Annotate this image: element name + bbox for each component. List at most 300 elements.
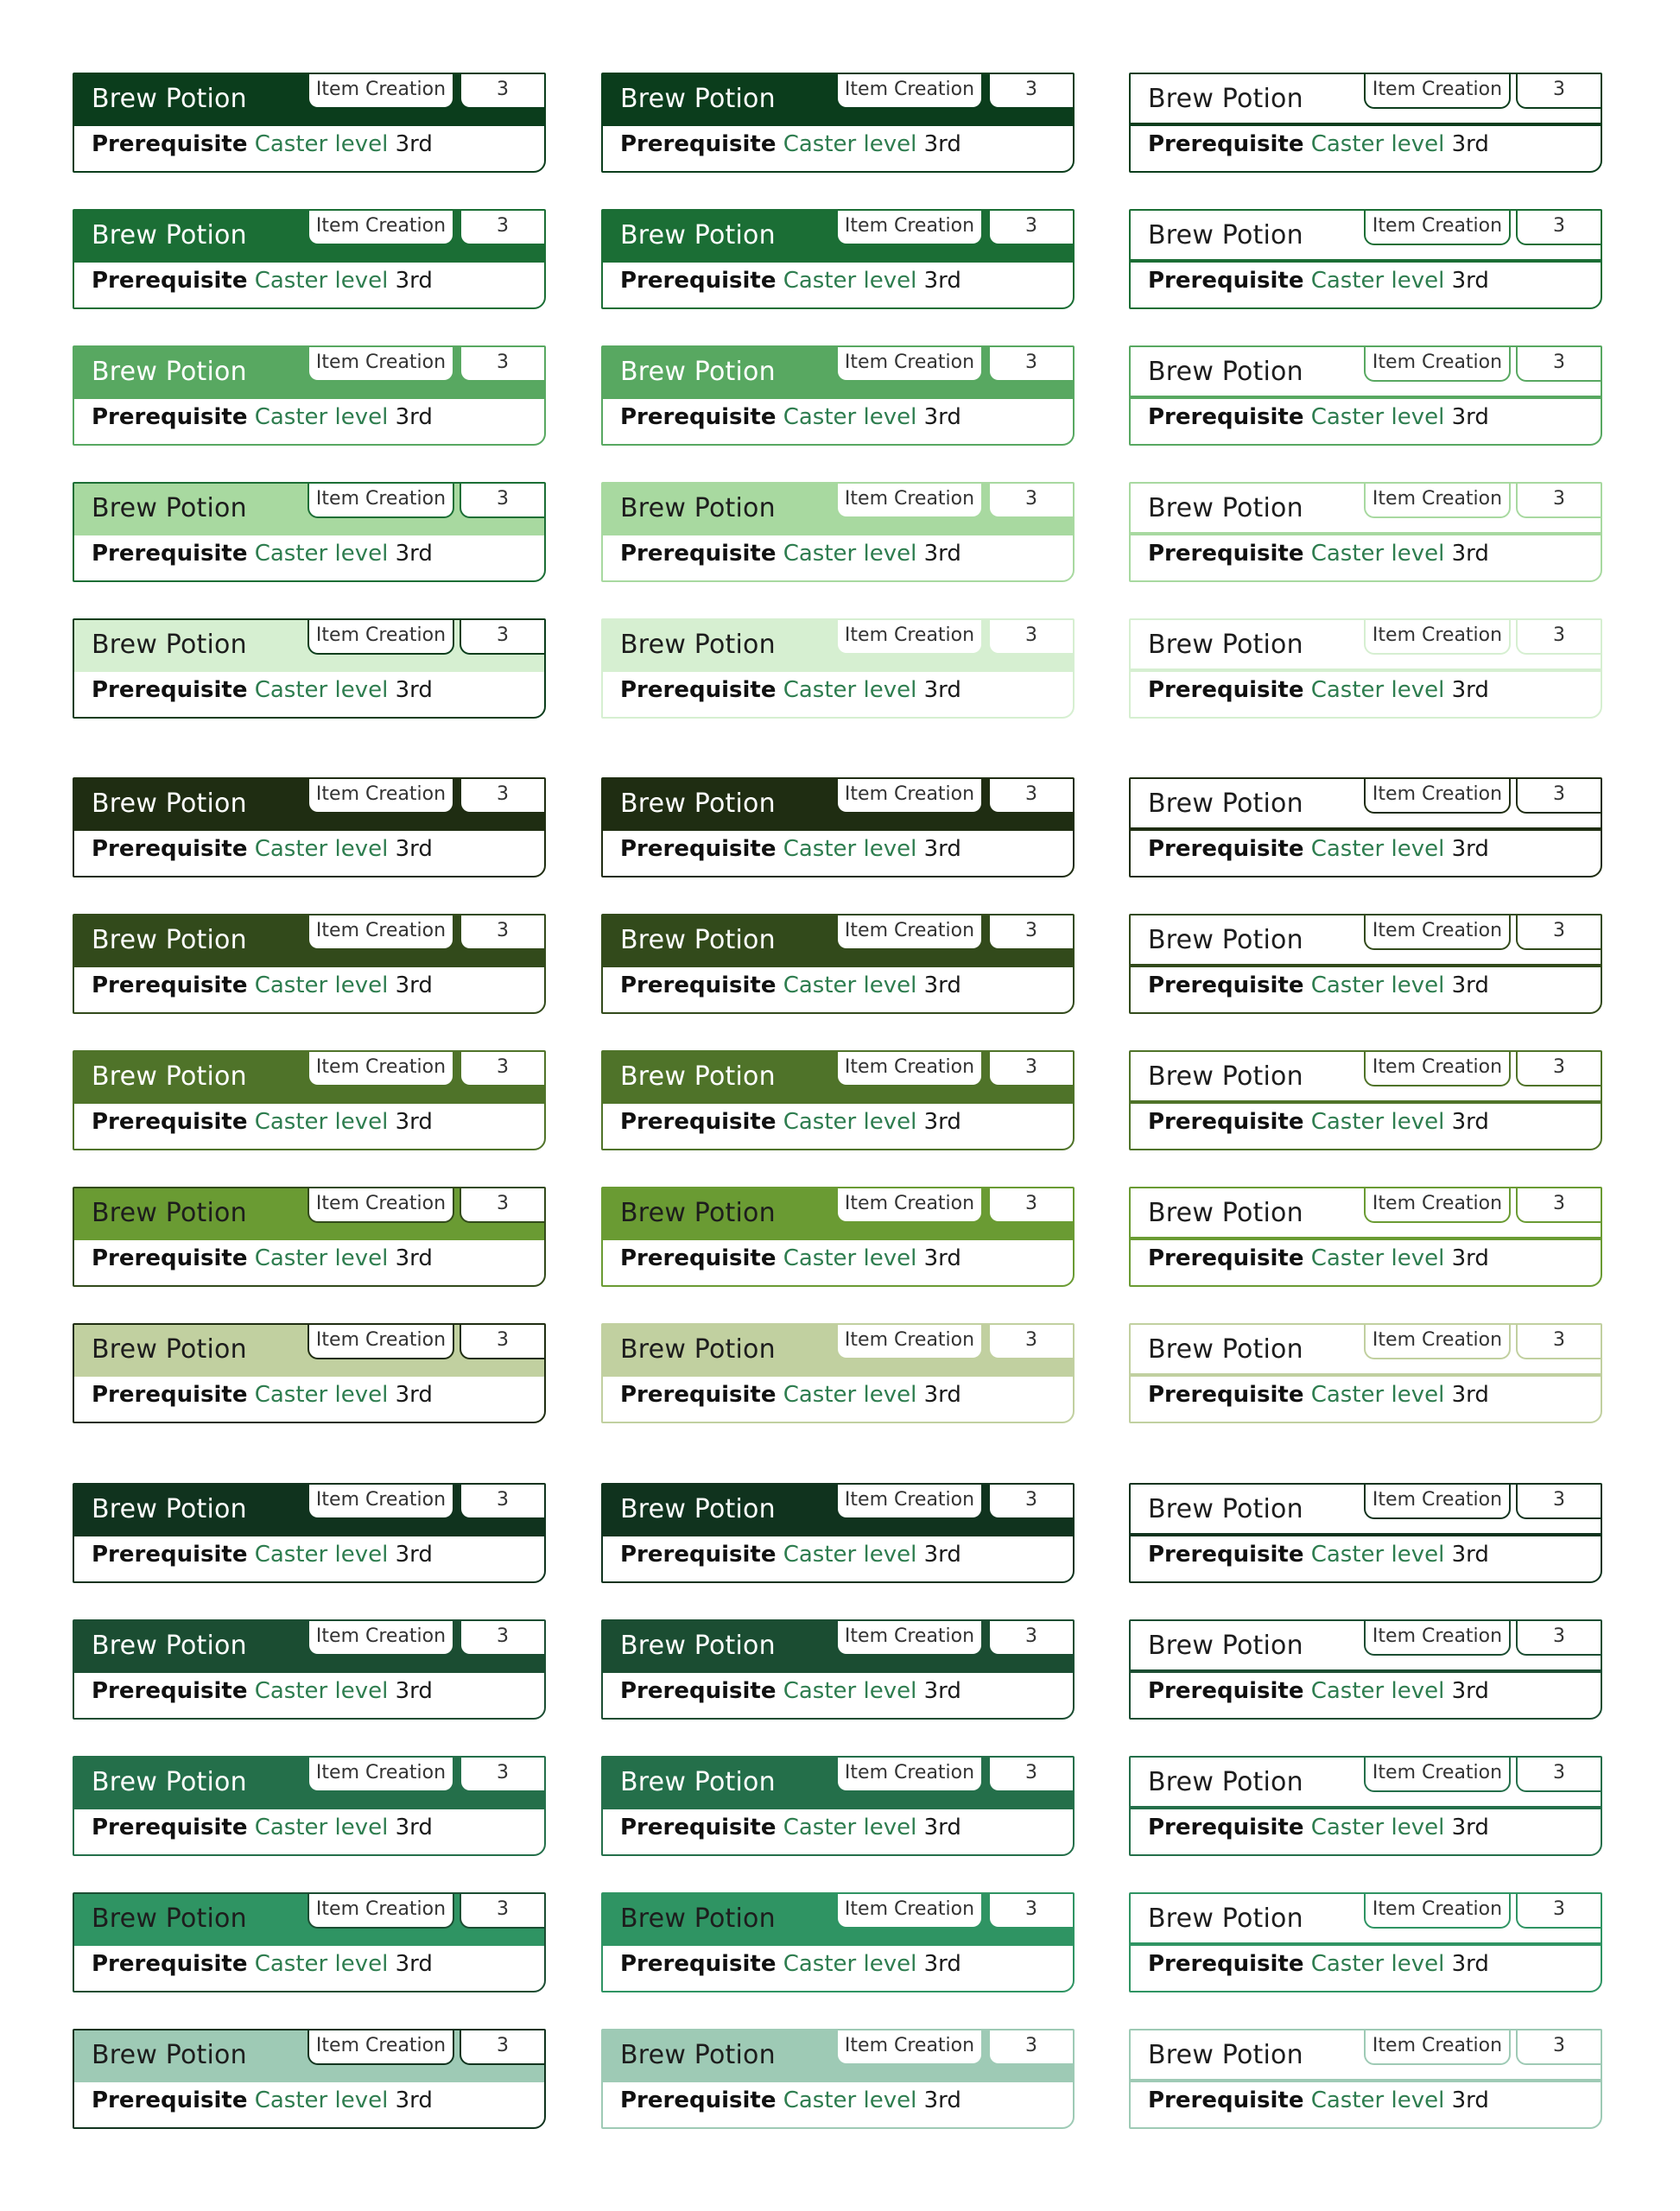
prerequisite-label: Prerequisite [620, 1245, 777, 1271]
card-header [603, 1325, 1073, 1377]
card-header [1131, 484, 1601, 535]
feat-name: Brew Potion [620, 925, 776, 955]
prerequisite-label: Prerequisite [620, 1109, 777, 1135]
feat-name: Brew Potion [92, 1334, 247, 1365]
level-tab: 3 [1516, 211, 1601, 245]
level-tab: 3 [1516, 1052, 1601, 1086]
feat-card [73, 1323, 546, 1423]
level-tab: 3 [460, 1052, 544, 1086]
prerequisite-level: 3rd [923, 1109, 961, 1135]
prerequisite-label: Prerequisite [92, 2087, 248, 2113]
level-tab: 3 [988, 2030, 1073, 2065]
feat-name: Brew Potion [620, 1061, 776, 1092]
feat-card [1129, 345, 1602, 446]
category-tab: Item Creation [1364, 1621, 1511, 1656]
prerequisite-value: Caster level [1310, 1382, 1445, 1408]
feat-name: Brew Potion [1148, 1767, 1303, 1797]
category-tab: Item Creation [1364, 2030, 1511, 2065]
card-header [603, 347, 1073, 399]
category-tab: Item Creation [836, 1325, 983, 1359]
prerequisite-label: Prerequisite [620, 131, 777, 157]
feat-card [601, 2029, 1075, 2129]
prerequisite-level: 3rd [923, 1542, 961, 1568]
feat-card [601, 1323, 1075, 1423]
prerequisite-label: Prerequisite [1148, 268, 1304, 294]
category-tab: Item Creation [307, 2030, 454, 2065]
prerequisite-label: Prerequisite [92, 1382, 248, 1408]
prerequisite-label: Prerequisite [92, 1542, 248, 1568]
level-tab: 3 [988, 1485, 1073, 1519]
feat-name: Brew Potion [620, 1767, 776, 1797]
feat-card [1129, 1619, 1602, 1720]
feat-name: Brew Potion [620, 1334, 776, 1365]
category-tab: Item Creation [1364, 211, 1511, 245]
level-tab: 3 [460, 2030, 544, 2065]
feat-name: Brew Potion [620, 357, 776, 387]
level-tab: 3 [1516, 915, 1601, 950]
prerequisite-line [92, 675, 433, 705]
prerequisite-value: Caster level [783, 836, 917, 862]
feat-card [601, 1756, 1075, 1856]
feat-card [601, 209, 1075, 309]
prerequisite-value: Caster level [783, 1542, 917, 1568]
prerequisite-label: Prerequisite [620, 404, 777, 430]
prerequisite-line [1148, 539, 1489, 568]
prerequisite-line [620, 539, 961, 568]
prerequisite-line [1148, 1380, 1489, 1410]
prerequisite-label: Prerequisite [620, 1678, 777, 1704]
prerequisite-label: Prerequisite [92, 1109, 248, 1135]
prerequisite-line [620, 1676, 961, 1706]
prerequisite-value: Caster level [783, 677, 917, 703]
category-tab: Item Creation [836, 1894, 983, 1929]
level-tab: 3 [988, 620, 1073, 655]
prerequisite-line [92, 539, 433, 568]
feat-name: Brew Potion [92, 84, 247, 114]
prerequisite-level: 3rd [1451, 1245, 1489, 1271]
prerequisite-level: 3rd [1451, 541, 1489, 567]
prerequisite-value: Caster level [1310, 1109, 1445, 1135]
card-header [1131, 2030, 1601, 2082]
category-tab: Item Creation [836, 1052, 983, 1086]
category-tab: Item Creation [836, 484, 983, 518]
feat-card [73, 1187, 546, 1287]
level-tab: 3 [988, 779, 1073, 814]
feat-card [73, 618, 546, 719]
prerequisite-value: Caster level [1310, 131, 1445, 157]
prerequisite-line [1148, 1813, 1489, 1842]
prerequisite-level: 3rd [395, 1678, 433, 1704]
prerequisite-level: 3rd [395, 131, 433, 157]
feat-name: Brew Potion [1148, 925, 1303, 955]
category-tab: Item Creation [836, 620, 983, 655]
level-tab: 3 [460, 1894, 544, 1929]
level-tab: 3 [460, 211, 544, 245]
prerequisite-level: 3rd [1451, 1951, 1489, 1977]
card-header [603, 1758, 1073, 1809]
prerequisite-label: Prerequisite [1148, 1245, 1304, 1271]
feat-name: Brew Potion [620, 220, 776, 250]
prerequisite-label: Prerequisite [92, 1815, 248, 1840]
prerequisite-level: 3rd [923, 972, 961, 998]
card-header [74, 1052, 544, 1104]
category-tab: Item Creation [307, 1894, 454, 1929]
category-tab: Item Creation [836, 1485, 983, 1519]
prerequisite-level: 3rd [923, 1382, 961, 1408]
prerequisite-level: 3rd [395, 1951, 433, 1977]
feat-card [1129, 618, 1602, 719]
card-header [74, 915, 544, 967]
prerequisite-label: Prerequisite [92, 972, 248, 998]
level-tab: 3 [460, 620, 544, 655]
prerequisite-label: Prerequisite [1148, 677, 1304, 703]
category-tab: Item Creation [307, 347, 454, 382]
prerequisite-label: Prerequisite [92, 836, 248, 862]
prerequisite-value: Caster level [1310, 541, 1445, 567]
prerequisite-label: Prerequisite [1148, 1542, 1304, 1568]
level-tab: 3 [988, 484, 1073, 518]
category-tab: Item Creation [836, 74, 983, 109]
prerequisite-label: Prerequisite [620, 1542, 777, 1568]
prerequisite-line [620, 130, 961, 159]
category-tab: Item Creation [1364, 347, 1511, 382]
prerequisite-label: Prerequisite [620, 972, 777, 998]
prerequisite-line [92, 1813, 433, 1842]
feat-card [1129, 209, 1602, 309]
level-tab: 3 [460, 915, 544, 950]
prerequisite-label: Prerequisite [1148, 131, 1304, 157]
prerequisite-label: Prerequisite [92, 404, 248, 430]
level-tab: 3 [1516, 74, 1601, 109]
feat-card [601, 914, 1075, 1014]
level-tab: 3 [1516, 2030, 1601, 2065]
feat-name: Brew Potion [92, 1494, 247, 1524]
level-tab: 3 [1516, 1621, 1601, 1656]
prerequisite-line [92, 834, 433, 864]
category-tab: Item Creation [307, 1621, 454, 1656]
category-tab: Item Creation [307, 620, 454, 655]
card-header [1131, 1188, 1601, 1240]
card-header [74, 1621, 544, 1673]
card-header [603, 1894, 1073, 1946]
prerequisite-value: Caster level [1310, 404, 1445, 430]
card-header [603, 1188, 1073, 1240]
card-header [603, 484, 1073, 535]
prerequisite-label: Prerequisite [92, 1245, 248, 1271]
prerequisite-level: 3rd [1451, 1542, 1489, 1568]
card-header [1131, 74, 1601, 126]
prerequisite-level: 3rd [923, 268, 961, 294]
feat-card [601, 777, 1075, 877]
feat-card [601, 1892, 1075, 1992]
level-tab: 3 [988, 1052, 1073, 1086]
prerequisite-level: 3rd [1451, 2087, 1489, 2113]
card-header [1131, 1758, 1601, 1809]
prerequisite-level: 3rd [1451, 404, 1489, 430]
prerequisite-value: Caster level [1310, 1815, 1445, 1840]
prerequisite-value: Caster level [254, 1542, 389, 1568]
feat-name: Brew Potion [620, 2040, 776, 2070]
prerequisite-line [620, 1107, 961, 1137]
prerequisite-level: 3rd [395, 1245, 433, 1271]
feat-card [1129, 1892, 1602, 1992]
level-tab: 3 [1516, 1485, 1601, 1519]
feat-name: Brew Potion [620, 1494, 776, 1524]
feat-card [73, 777, 546, 877]
prerequisite-level: 3rd [1451, 836, 1489, 862]
prerequisite-line [92, 1244, 433, 1273]
prerequisite-level: 3rd [1451, 972, 1489, 998]
prerequisite-level: 3rd [395, 404, 433, 430]
card-header [74, 1325, 544, 1377]
prerequisite-label: Prerequisite [1148, 541, 1304, 567]
feat-name: Brew Potion [1148, 493, 1303, 523]
prerequisite-value: Caster level [254, 1109, 389, 1135]
prerequisite-label: Prerequisite [92, 541, 248, 567]
level-tab: 3 [460, 1325, 544, 1359]
prerequisite-label: Prerequisite [1148, 1109, 1304, 1135]
prerequisite-level: 3rd [923, 541, 961, 567]
level-tab: 3 [988, 1621, 1073, 1656]
prerequisite-value: Caster level [783, 131, 917, 157]
card-header [603, 915, 1073, 967]
card-header [74, 1188, 544, 1240]
prerequisite-value: Caster level [254, 1245, 389, 1271]
prerequisite-label: Prerequisite [92, 268, 248, 294]
prerequisite-line [1148, 971, 1489, 1000]
prerequisite-line [1148, 266, 1489, 295]
prerequisite-label: Prerequisite [1148, 1678, 1304, 1704]
prerequisite-level: 3rd [395, 1542, 433, 1568]
category-tab: Item Creation [307, 1052, 454, 1086]
feat-card [1129, 1323, 1602, 1423]
prerequisite-value: Caster level [254, 1382, 389, 1408]
prerequisite-value: Caster level [783, 404, 917, 430]
card-header [1131, 1485, 1601, 1536]
category-tab: Item Creation [836, 347, 983, 382]
feat-card [601, 482, 1075, 582]
feat-card [1129, 73, 1602, 173]
feat-card [1129, 1756, 1602, 1856]
level-tab: 3 [988, 1894, 1073, 1929]
category-tab: Item Creation [836, 211, 983, 245]
prerequisite-value: Caster level [783, 268, 917, 294]
prerequisite-line [620, 1813, 961, 1842]
prerequisite-value: Caster level [783, 1382, 917, 1408]
prerequisite-value: Caster level [254, 404, 389, 430]
card-header [1131, 1325, 1601, 1377]
prerequisite-value: Caster level [1310, 2087, 1445, 2113]
level-tab: 3 [460, 1758, 544, 1792]
prerequisite-label: Prerequisite [92, 677, 248, 703]
card-header [603, 1621, 1073, 1673]
feat-name: Brew Potion [92, 1767, 247, 1797]
card-header [1131, 1052, 1601, 1104]
feat-name: Brew Potion [1148, 84, 1303, 114]
feat-name: Brew Potion [1148, 357, 1303, 387]
feat-card [1129, 1050, 1602, 1150]
feat-name: Brew Potion [1148, 1904, 1303, 1934]
prerequisite-level: 3rd [395, 972, 433, 998]
prerequisite-line [620, 1380, 961, 1410]
level-tab: 3 [1516, 779, 1601, 814]
prerequisite-label: Prerequisite [620, 1815, 777, 1840]
prerequisite-label: Prerequisite [1148, 972, 1304, 998]
prerequisite-line [620, 834, 961, 864]
category-tab: Item Creation [1364, 1052, 1511, 1086]
prerequisite-label: Prerequisite [92, 131, 248, 157]
prerequisite-value: Caster level [1310, 836, 1445, 862]
card-header [603, 2030, 1073, 2082]
feat-name: Brew Potion [92, 1904, 247, 1934]
prerequisite-level: 3rd [923, 1815, 961, 1840]
prerequisite-value: Caster level [783, 1951, 917, 1977]
prerequisite-level: 3rd [1451, 1109, 1489, 1135]
feat-card [73, 482, 546, 582]
prerequisite-value: Caster level [254, 1815, 389, 1840]
prerequisite-line [620, 971, 961, 1000]
card-header [74, 74, 544, 126]
prerequisite-level: 3rd [923, 404, 961, 430]
category-tab: Item Creation [1364, 1485, 1511, 1519]
category-tab: Item Creation [307, 1758, 454, 1792]
feat-card [1129, 482, 1602, 582]
level-tab: 3 [460, 1188, 544, 1223]
feat-name: Brew Potion [620, 1904, 776, 1934]
feat-card [73, 1483, 546, 1583]
prerequisite-value: Caster level [254, 836, 389, 862]
level-tab: 3 [460, 74, 544, 109]
level-tab: 3 [1516, 1188, 1601, 1223]
feat-card [1129, 1187, 1602, 1287]
prerequisite-line [620, 2086, 961, 2115]
feat-name: Brew Potion [620, 789, 776, 819]
feat-name: Brew Potion [92, 925, 247, 955]
category-tab: Item Creation [836, 2030, 983, 2065]
feat-card [73, 2029, 546, 2129]
feat-card [73, 1892, 546, 1992]
level-tab: 3 [988, 915, 1073, 950]
prerequisite-value: Caster level [254, 541, 389, 567]
category-tab: Item Creation [1364, 484, 1511, 518]
prerequisite-level: 3rd [1451, 268, 1489, 294]
category-tab: Item Creation [307, 484, 454, 518]
prerequisite-label: Prerequisite [1148, 2087, 1304, 2113]
card-header [74, 347, 544, 399]
card-header [1131, 779, 1601, 831]
category-tab: Item Creation [307, 74, 454, 109]
prerequisite-line [92, 130, 433, 159]
category-tab: Item Creation [836, 915, 983, 950]
feat-name: Brew Potion [1148, 1494, 1303, 1524]
prerequisite-level: 3rd [923, 1951, 961, 1977]
feat-name: Brew Potion [92, 630, 247, 660]
prerequisite-line [1148, 1244, 1489, 1273]
feat-name: Brew Potion [1148, 220, 1303, 250]
category-tab: Item Creation [307, 211, 454, 245]
feat-name: Brew Potion [620, 630, 776, 660]
prerequisite-label: Prerequisite [1148, 1951, 1304, 1977]
feat-card [73, 209, 546, 309]
feat-name: Brew Potion [1148, 1198, 1303, 1228]
prerequisite-line [92, 2086, 433, 2115]
feat-card [73, 1050, 546, 1150]
prerequisite-label: Prerequisite [620, 2087, 777, 2113]
prerequisite-level: 3rd [923, 677, 961, 703]
prerequisite-line [1148, 675, 1489, 705]
feat-card [1129, 2029, 1602, 2129]
level-tab: 3 [1516, 620, 1601, 655]
card-header [74, 1485, 544, 1536]
level-tab: 3 [1516, 1325, 1601, 1359]
prerequisite-label: Prerequisite [620, 677, 777, 703]
prerequisite-line [1148, 2086, 1489, 2115]
prerequisite-value: Caster level [783, 541, 917, 567]
category-tab: Item Creation [1364, 1758, 1511, 1792]
prerequisite-level: 3rd [1451, 1678, 1489, 1704]
prerequisite-value: Caster level [254, 268, 389, 294]
category-tab: Item Creation [1364, 1894, 1511, 1929]
prerequisite-label: Prerequisite [620, 268, 777, 294]
card-header [74, 2030, 544, 2082]
card-header [603, 74, 1073, 126]
prerequisite-value: Caster level [1310, 1951, 1445, 1977]
prerequisite-line [92, 266, 433, 295]
prerequisite-level: 3rd [395, 1109, 433, 1135]
prerequisite-level: 3rd [1451, 131, 1489, 157]
feat-name: Brew Potion [92, 357, 247, 387]
card-header [74, 211, 544, 263]
prerequisite-level: 3rd [1451, 1382, 1489, 1408]
card-header [1131, 1621, 1601, 1673]
prerequisite-line [92, 402, 433, 432]
feat-card [73, 914, 546, 1014]
level-tab: 3 [1516, 1758, 1601, 1792]
prerequisite-line [92, 1107, 433, 1137]
feat-card [1129, 914, 1602, 1014]
prerequisite-level: 3rd [923, 836, 961, 862]
prerequisite-line [620, 675, 961, 705]
level-tab: 3 [988, 211, 1073, 245]
prerequisite-line [1148, 130, 1489, 159]
level-tab: 3 [460, 1485, 544, 1519]
level-tab: 3 [460, 1621, 544, 1656]
level-tab: 3 [988, 74, 1073, 109]
prerequisite-level: 3rd [395, 677, 433, 703]
prerequisite-label: Prerequisite [620, 836, 777, 862]
feat-name: Brew Potion [92, 1061, 247, 1092]
level-tab: 3 [1516, 1894, 1601, 1929]
category-tab: Item Creation [307, 779, 454, 814]
prerequisite-line [1148, 834, 1489, 864]
prerequisite-value: Caster level [1310, 677, 1445, 703]
feat-name: Brew Potion [1148, 1631, 1303, 1661]
prerequisite-level: 3rd [923, 1245, 961, 1271]
category-tab: Item Creation [307, 1188, 454, 1223]
level-tab: 3 [1516, 347, 1601, 382]
feat-name: Brew Potion [620, 84, 776, 114]
feat-name: Brew Potion [1148, 2040, 1303, 2070]
prerequisite-line [1148, 1107, 1489, 1137]
card-header [74, 1758, 544, 1809]
feat-name: Brew Potion [620, 1631, 776, 1661]
feat-name: Brew Potion [92, 1631, 247, 1661]
card-header [1131, 1894, 1601, 1946]
prerequisite-line [1148, 1540, 1489, 1569]
feat-name: Brew Potion [620, 1198, 776, 1228]
category-tab: Item Creation [1364, 915, 1511, 950]
level-tab: 3 [988, 347, 1073, 382]
